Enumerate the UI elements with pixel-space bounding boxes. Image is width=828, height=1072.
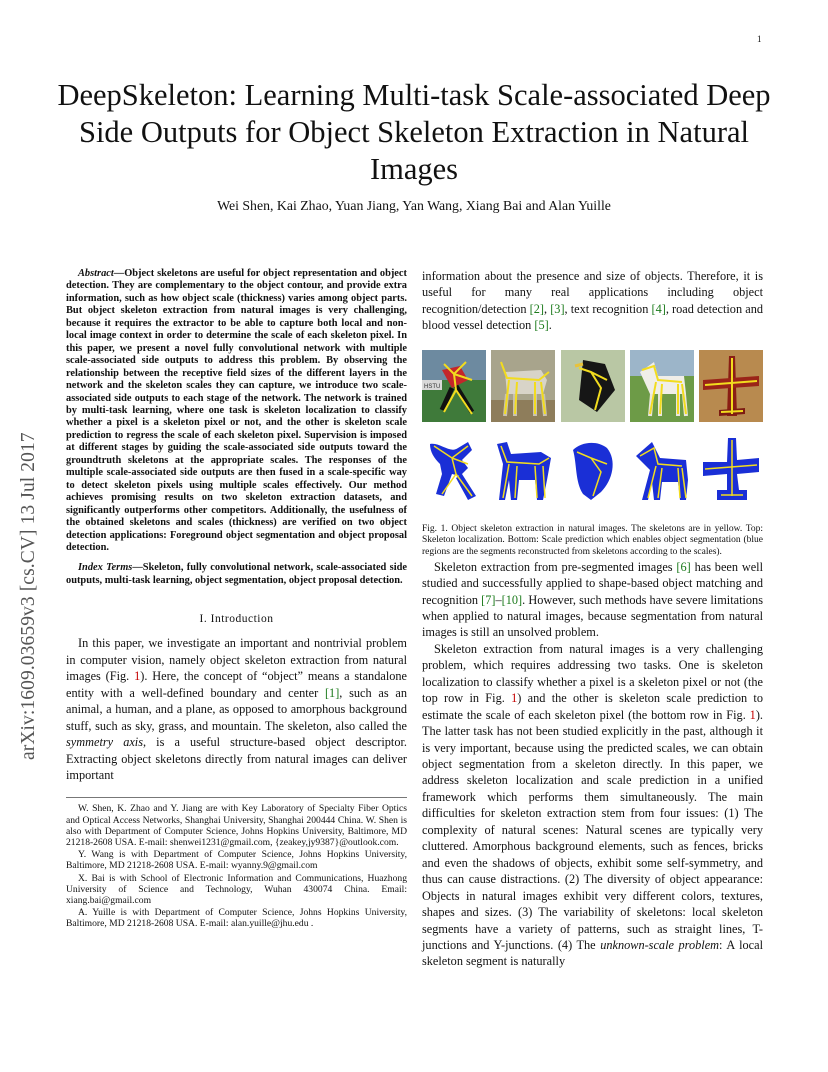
text-run: ). The latter task has not been studied explicitly in the past, although it is very important, because using the predicted scales, we can obtain object segmentation from a skeleton directly. In this paper, we address skeleton localization and scale prediction in a unified framework which performs them simultaneously. The main difficulties for skeleton extraction stem from four issues: (1) The complexity of natural scenes: Natural scenes are typically very cluttered. Amorphous background elements, such as fences, bricks and even the shadows of objects, exhibit some self-symmetry, and thus can cause distractions. (2) The diversity of object appearance: Objects in natural images exhibit very different colors, textures, shapes and sizes. (3) The variability of skeletons: local skeleton segments have a variety of patterns, such as straight lines, T-junctions and Y-junctions. (4) The [422,707,763,953]
abstract-label: Abstract [78,268,114,279]
figure-row-scale-prediction [422,434,763,506]
text-run: information about the presence and size of objects. Therefore, it is useful for many real applications including object recognition/detection [422,269,763,316]
figure-1 [422,350,763,559]
text-run: , such as an animal, a human, and a plane, as opposed to amorphous background stuff, such as sky, grass, and mountain. The skeleton, also called the [66,685,408,733]
text-run: Skeleton extraction from pre-segmented images [434,559,677,574]
footnote-affiliation: A. Yuille is with Department of Computer Science, Johns Hopkins University, Baltimore, MD 21218-2608 USA. E-mail: alan.yuille@jhu.edu . [66,907,407,930]
citation-link[interactable]: [5] [534,318,549,333]
text-run: . [548,318,552,333]
intro-paragraph-1 [66,635,407,783]
photo-bird [561,350,625,422]
text-run: : A local skeleton segment is naturally [422,938,763,969]
text-run: , road detection and blood vessel detection [422,301,763,333]
index-terms-label: Index Terms [78,562,133,574]
text-run: ). Here, the concept of “object” means a standalone entity with a well-defined boundary and center [66,669,407,700]
segment-horse [491,434,555,506]
text-run: In this paper, we investigate an important and nontrivial problem in computer vision, namely object skeleton extraction from natural images (Fig. [66,636,407,684]
figure-caption: Fig. 1. Object skeleton extraction in natural images. The skeletons are in yellow. Top: Skeleton localization. Bottom: Scale prediction which enables object segmentation (blue regions are the segments reconstructed from skeletons according to the scales). [422,523,763,557]
citation-link[interactable]: [2] [529,301,544,316]
text-run: , text recognition [564,301,652,316]
text-run: , [543,301,551,316]
photo-banner-text: HSTU [424,383,441,390]
left-column [66,268,407,930]
text-run: Skeleton extraction from natural images is a very challenging problem, which requires addressing two tasks. One is skeleton localization to classify whether a pixel is a skeleton pixel or not (the top row in Fig. [422,641,763,706]
arxiv-identifier: arXiv:1609.03659v3 [cs.CV] 13 Jul 2017 [18,432,39,760]
abstract-text: —Object skeletons are useful for object representation and object detection. They are complementary to the object contour, and provide extra information, such as how object scale (thickness) varies among object parts. But object skeleton extraction from natural images is very challenging, because it requires the extractor to be able to capture both local and non-local image context in order to determine the scale of each skeleton pixel. In this paper, we present a novel fully convolutional network with multiple scale-associated side outputs to address this problem. By observing the relationship between the receptive field sizes of the different layers in the network and the skeleton scales they can capture, we introduce two scale-associated side outputs to each stage of the network. The network is trained by multi-task learning, where one task is skeleton localization to classify whether a pixel is a skeleton pixel or not, and the other is skeleton scale prediction to regress the scale of each skeleton pixel. Supervision is imposed at different stages by guiding the scale-associated side outputs toward the groundtruth skeletons at the appropriate scales. The responses of the multiple scale-associated side outputs are then fused in a scale-specific way to detect skeleton pixels using multiple scales effectively. Our method achieves promising results on two skeleton extraction datasets, and significantly outperforms other competitors. Additionally, the usefulness of the obtained skeletons and scales (thickness) are verified on two object detection applications: Foreground object segmentation and object proposal detection. [66,268,407,553]
photo-soccer-player [422,350,486,422]
figure-row-skeleton-localization [422,350,763,422]
section-heading-introduction: I. Introduction [199,613,274,626]
footnote-divider [66,797,407,798]
intro-paragraph-1-continued [422,268,763,334]
footnote-affiliation: X. Bai is with School of Electronic Information and Communications, Huazhong University of Science and Technology, Wuhan 430074 China. Email: xiang.bai@gmail.com [66,872,407,907]
citation-link[interactable]: [7] [481,592,496,607]
emphasis-text: unknown-scale problem [600,938,720,953]
photo-horse [491,350,555,422]
citation-link[interactable]: [4] [651,301,666,316]
text-run: , is a useful structure-based object descriptor. Extracting object skeletons directly from natural images can deliver important [66,735,407,782]
citation-link[interactable]: [6] [676,559,691,574]
citation-link[interactable]: [3] [550,301,565,316]
intro-paragraph-2 [422,559,763,641]
emphasis-text: symmetry axis [66,735,144,750]
text-run: – [495,592,502,607]
text-run: has been well studied and successfully applied to shape-based object matching and recognition [422,559,764,607]
page-number: 1 [757,34,762,44]
citation-link[interactable]: [1] [324,685,340,700]
footnote-affiliation: W. Shen, K. Zhao and Y. Jiang are with Key Laboratory of Specialty Fiber Optics and Optical Access Networks, Shanghai University, Shanghai 200444 China. W. Shen is also with Department of Computer Science, Johns Hopkins University, Baltimore, MD 21218-2608 USA. E-mail: shenwei1231@gmail.com, {zeakey,jy9387}@outlook.com. [66,803,407,849]
footnote-affiliation: Y. Wang is with Department of Computer Science, Johns Hopkins University, Baltimore, MD 21218-2608 USA. E-mail: wyanny.9@gmail.com [66,849,407,872]
index-terms [66,562,407,587]
figure-reference-link[interactable]: 1 [749,707,756,722]
photo-airplane [699,350,763,422]
figure-reference-link[interactable]: 1 [134,669,141,684]
author-list: Wei Shen, Kai Zhao, Yuan Jiang, Yan Wang, Xiang Bai and Alan Yuille [217,198,611,213]
photo-white-horse [630,350,694,422]
segment-white-horse [630,434,694,506]
figure-reference-link[interactable]: 1 [511,691,518,706]
segment-soccer-player [422,434,486,506]
segment-airplane [699,434,763,506]
right-column [422,268,763,970]
abstract [66,268,407,554]
index-terms-text: —Skeleton, fully convolutional network, scale-associated side outputs, multi-task learning, object segmentation, object proposal detection. [66,562,407,586]
text-run: ) and the other is skeleton scale prediction to estimate the scale of each skeleton pixel (the bottom row in Fig. [422,691,763,722]
paper-title: DeepSkeleton: Learning Multi-task Scale-associated Deep Side Outputs for Object Skeleton Extraction in Natural Images [57,78,771,186]
segment-bird [561,434,625,506]
citation-link[interactable]: [10] [501,592,523,607]
intro-paragraph-3 [422,641,763,970]
text-run: . However, such methods have severe limitations when applied to natural images, because segmentation from natural images is still an unsolved problem. [422,592,763,640]
